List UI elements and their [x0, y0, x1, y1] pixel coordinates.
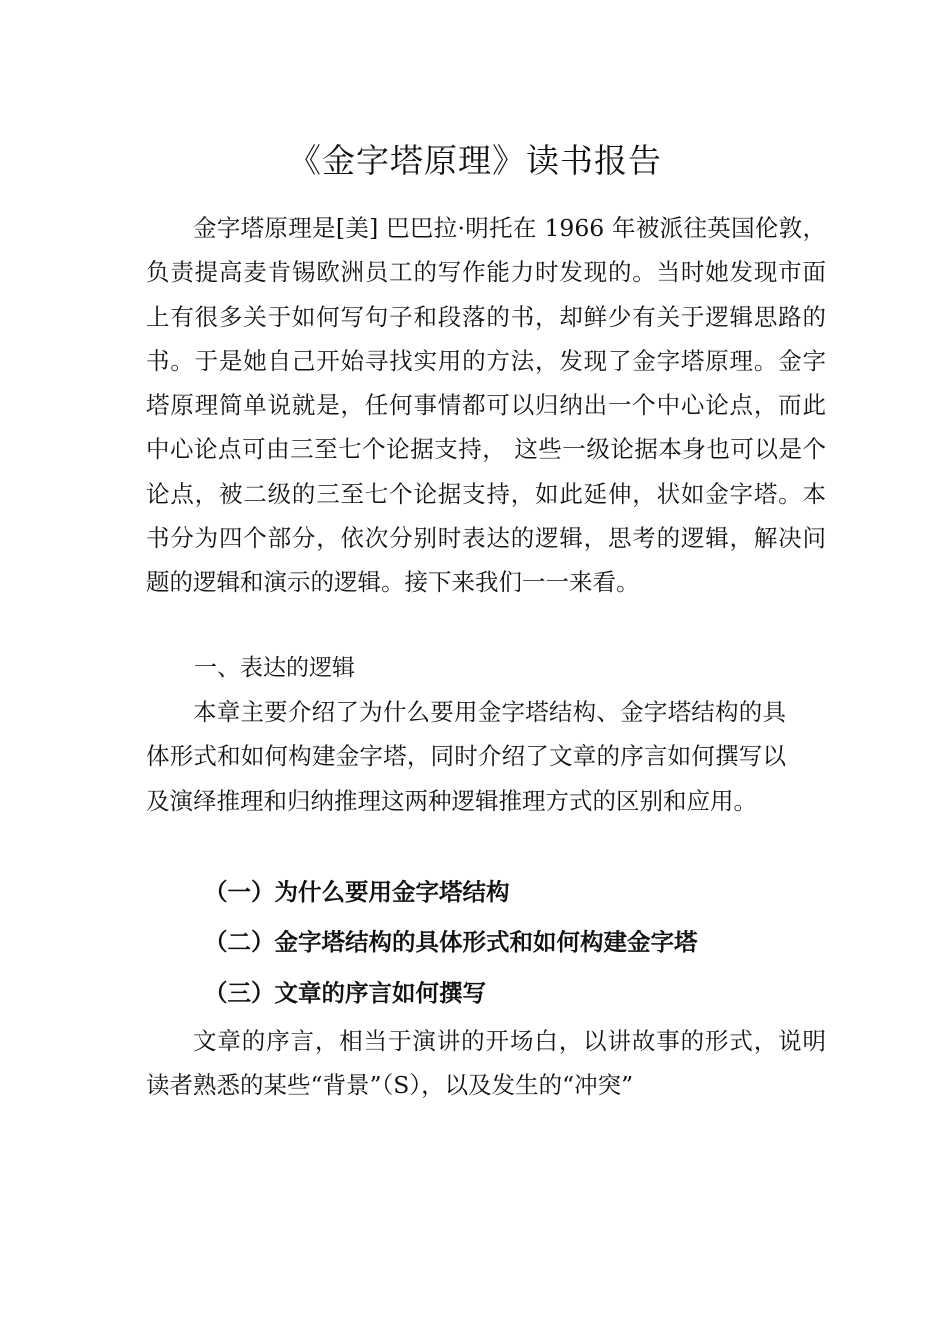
subheading-why-pyramid: （一）为什么要用金字塔结构: [204, 878, 510, 906]
preface-paragraph: 文章的序言，相当于演讲的开场白，以讲故事的形式，说明读者熟悉的某些“背景”（S），以及发生的“冲突”: [146, 1027, 826, 1100]
section-1-paragraph: 本章主要介绍了为什么要用金字塔结构、金字塔结构的具体形式和如何构建金字塔，同时介绍了文章的序言如何撰写以及演绎推理和归纳推理这两种逻辑推理方式的区别和应用。: [146, 698, 786, 815]
intro-paragraph: 金字塔原理是[美] 巴巴拉·明托在 1966 年被派往英国伦敦，负责提高麦肯锡欧洲员工的写作能力时发现的。当时她发现市面上有很多关于如何写句子和段落的书，却鲜少有关于逻辑思路的书。于是她自己开始寻找实用的方法，发现了金字塔原理。金字塔原理简单说就是，任何事情都可以归纳出一个中心论点，而此中心论点可由三至七个论据支持， 这些一级论据本身也可以是个论点，被二级的三至七个论据支持，如此延伸，状如金字塔。本书分为四个部分，依次分别时表达的逻辑，思考的逻辑，解决问题的逻辑和演示的逻辑。接下来我们一一来看。: [146, 214, 826, 597]
subheading-preface: （三）文章的序言如何撰写: [204, 979, 486, 1007]
subheading-pyramid-structure: （二）金字塔结构的具体形式和如何构建金字塔: [204, 928, 698, 956]
document-title: 《金字塔原理》读书报告: [288, 141, 662, 180]
section-heading-expression-logic: 一、表达的逻辑: [194, 655, 355, 681]
